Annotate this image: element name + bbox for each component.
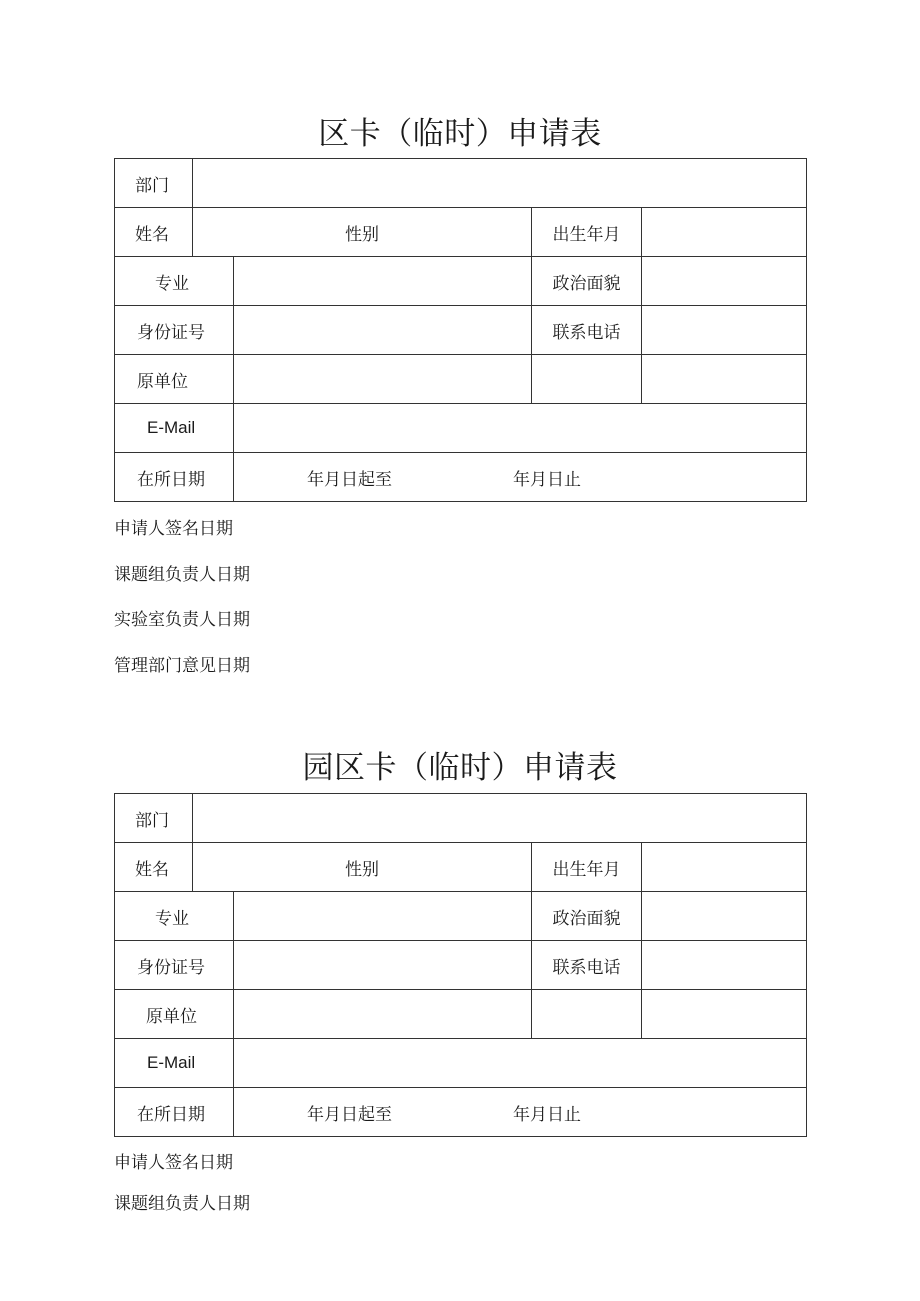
signature-line-applicant: 申请人签名日期 bbox=[114, 1153, 233, 1173]
row-major bbox=[115, 892, 807, 941]
row-email bbox=[115, 404, 807, 453]
blank-cell[interactable] bbox=[642, 990, 807, 1039]
id-number-label: 身份证号 bbox=[115, 941, 234, 990]
blank-cell[interactable] bbox=[532, 990, 642, 1039]
period-field[interactable] bbox=[234, 453, 807, 502]
blank-cell[interactable] bbox=[642, 355, 807, 404]
birth-label: 出生年月 bbox=[532, 208, 642, 257]
political-label: 政治面貌 bbox=[532, 257, 642, 306]
form-title: 园区卡（临时）申请表 bbox=[302, 750, 618, 786]
row-id bbox=[115, 941, 807, 990]
date-from-text: 年月日起至 bbox=[307, 469, 392, 490]
birth-label: 出生年月 bbox=[532, 843, 642, 892]
application-form-table bbox=[114, 793, 807, 1137]
row-original-unit bbox=[115, 990, 807, 1039]
major-label: 专业 bbox=[115, 892, 234, 941]
row-major bbox=[115, 257, 807, 306]
birth-field[interactable] bbox=[642, 208, 807, 257]
contact-label: 联系电话 bbox=[532, 941, 642, 990]
name-label: 姓名 bbox=[115, 208, 193, 257]
row-email bbox=[115, 1039, 807, 1088]
row-department bbox=[115, 159, 807, 208]
department-label: 部门 bbox=[115, 159, 193, 208]
signature-line-applicant: 申请人签名日期 bbox=[114, 519, 233, 539]
period-label: 在所日期 bbox=[115, 1088, 234, 1137]
name-gender-field[interactable] bbox=[193, 208, 532, 257]
email-field[interactable] bbox=[234, 1039, 807, 1088]
period-label: 在所日期 bbox=[115, 453, 234, 502]
row-department bbox=[115, 794, 807, 843]
row-id bbox=[115, 306, 807, 355]
signature-line-group-leader: 课题组负责人日期 bbox=[114, 565, 250, 585]
form-title: 区卡（临时）申请表 bbox=[318, 116, 602, 152]
name-gender-field[interactable] bbox=[193, 843, 532, 892]
period-field[interactable] bbox=[234, 1088, 807, 1137]
major-field[interactable] bbox=[234, 892, 532, 941]
name-label: 姓名 bbox=[115, 843, 193, 892]
row-original-unit bbox=[115, 355, 807, 404]
date-to-text: 年月日止 bbox=[513, 469, 581, 490]
id-number-label: 身份证号 bbox=[115, 306, 234, 355]
application-form-table bbox=[114, 158, 807, 502]
contact-label: 联系电话 bbox=[532, 306, 642, 355]
signature-line-admin: 管理部门意见日期 bbox=[114, 656, 250, 676]
contact-field[interactable] bbox=[642, 306, 807, 355]
department-field[interactable] bbox=[193, 794, 807, 843]
department-field[interactable] bbox=[193, 159, 807, 208]
contact-field[interactable] bbox=[642, 941, 807, 990]
gender-label: 性别 bbox=[345, 859, 379, 880]
id-number-field[interactable] bbox=[234, 941, 532, 990]
row-name bbox=[115, 208, 807, 257]
department-label: 部门 bbox=[115, 794, 193, 843]
row-period bbox=[115, 453, 807, 502]
original-unit-label: 原单位 bbox=[115, 355, 234, 404]
major-field[interactable] bbox=[234, 257, 532, 306]
political-label: 政治面貌 bbox=[532, 892, 642, 941]
email-field[interactable] bbox=[234, 404, 807, 453]
original-unit-field[interactable] bbox=[234, 990, 532, 1039]
blank-cell[interactable] bbox=[532, 355, 642, 404]
date-to-text: 年月日止 bbox=[513, 1104, 581, 1125]
political-field[interactable] bbox=[642, 892, 807, 941]
political-field[interactable] bbox=[642, 257, 807, 306]
id-number-field[interactable] bbox=[234, 306, 532, 355]
birth-field[interactable] bbox=[642, 843, 807, 892]
email-label: E-Mail bbox=[115, 404, 234, 453]
signature-line-group-leader: 课题组负责人日期 bbox=[114, 1194, 250, 1214]
major-label: 专业 bbox=[115, 257, 234, 306]
original-unit-field[interactable] bbox=[234, 355, 532, 404]
email-label: E-Mail bbox=[115, 1039, 234, 1088]
date-from-text: 年月日起至 bbox=[307, 1104, 392, 1125]
gender-label: 性别 bbox=[345, 224, 379, 245]
row-name bbox=[115, 843, 807, 892]
row-period bbox=[115, 1088, 807, 1137]
signature-line-lab-head: 实验室负责人日期 bbox=[114, 610, 250, 630]
original-unit-label: 原单位 bbox=[115, 990, 234, 1039]
